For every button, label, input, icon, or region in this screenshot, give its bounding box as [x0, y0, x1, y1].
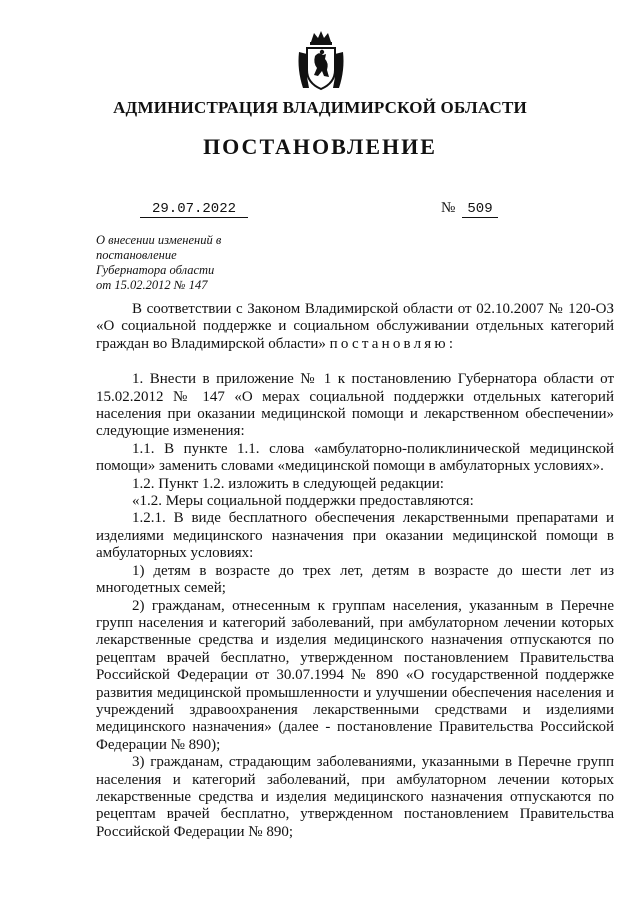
- intro-paragraph: [96, 301, 614, 353]
- body-paragraph: 1) детям в возрасте до трех лет, детям в возрасте до шести лет из многодетных семей;: [96, 562, 614, 597]
- body-paragraph: 1. Внести в приложение № 1 к постановлению Губернатора области от 15.02.2012 № 147 «О мерах социальной поддержки отдельных категорий населения при оказании медицинской помощи и лекарственном обеспечении» следующие изменения:: [96, 371, 614, 440]
- document-type-title: ПОСТАНОВЛЕНИЕ: [203, 134, 437, 159]
- body-paragraph: 1.2. Пункт 1.2. изложить в следующей редакции:: [132, 475, 444, 492]
- coat-of-arms-icon: [295, 30, 347, 92]
- body-paragraph: 2) гражданам, отнесенным к группам населения, указанным в Перечне групп населения и категорий заболеваний, при амбулаторном лечении которых лекарственные средства и изделия медицинского назначения отпускаются по рецептам врачей бесплатно, утвержденном постановлением Правительства Российской Федерации от 30.07.1994 № 890 «О государственной поддержке развития медицинской промышленности и улучшении обеспечения населения и учреждений здравоохранения лекарственными средствами и изделиями медицинского назначения» (далее - постановление Правительства Российской Федерации № 890);: [96, 597, 614, 753]
- body-paragraph: 3) гражданам, страдающим заболеваниями, указанными в Перечне групп населения и категорий заболеваний, при амбулаторном лечении которых лекарственные средства и изделия медицинского назначения отпускаются по рецептам врачей бесплатно, утвержденном постановлением Правительства Российской Федерации № 890;: [96, 754, 614, 840]
- document-subject: О внесении изменений в постановление Губернатора области от 15.02.2012 № 147: [96, 233, 222, 292]
- body-paragraph: 1.2.1. В виде бесплатного обеспечения лекарственными препаратами и изделиями медицинского назначения при оказании медицинской помощи в амбулаторных условиях:: [96, 510, 614, 562]
- organization-title: АДМИНИСТРАЦИЯ ВЛАДИМИРСКОЙ ОБЛАСТИ: [113, 98, 527, 117]
- document-number-label: №: [441, 200, 456, 216]
- body-paragraph: «1.2. Меры социальной поддержки предоставляются:: [132, 493, 474, 510]
- document-number: 509: [462, 201, 498, 218]
- document-date: 29.07.2022: [140, 201, 248, 218]
- intro-text: В соответствии с Законом Владимирской области от 02.10.2007 № 120-ОЗ «О социальной поддержке и социальном обслуживании отдельных категорий граждан во Владимирской области»: [96, 301, 614, 352]
- body-paragraph: 1.1. В пункте 1.1. слова «амбулаторно-поликлинической медицинской помощи» заменить словами «медицинской помощи в амбулаторных условиях».: [96, 440, 614, 475]
- document-body: [96, 301, 614, 841]
- intro-resolve-word: постановляю:: [329, 335, 457, 352]
